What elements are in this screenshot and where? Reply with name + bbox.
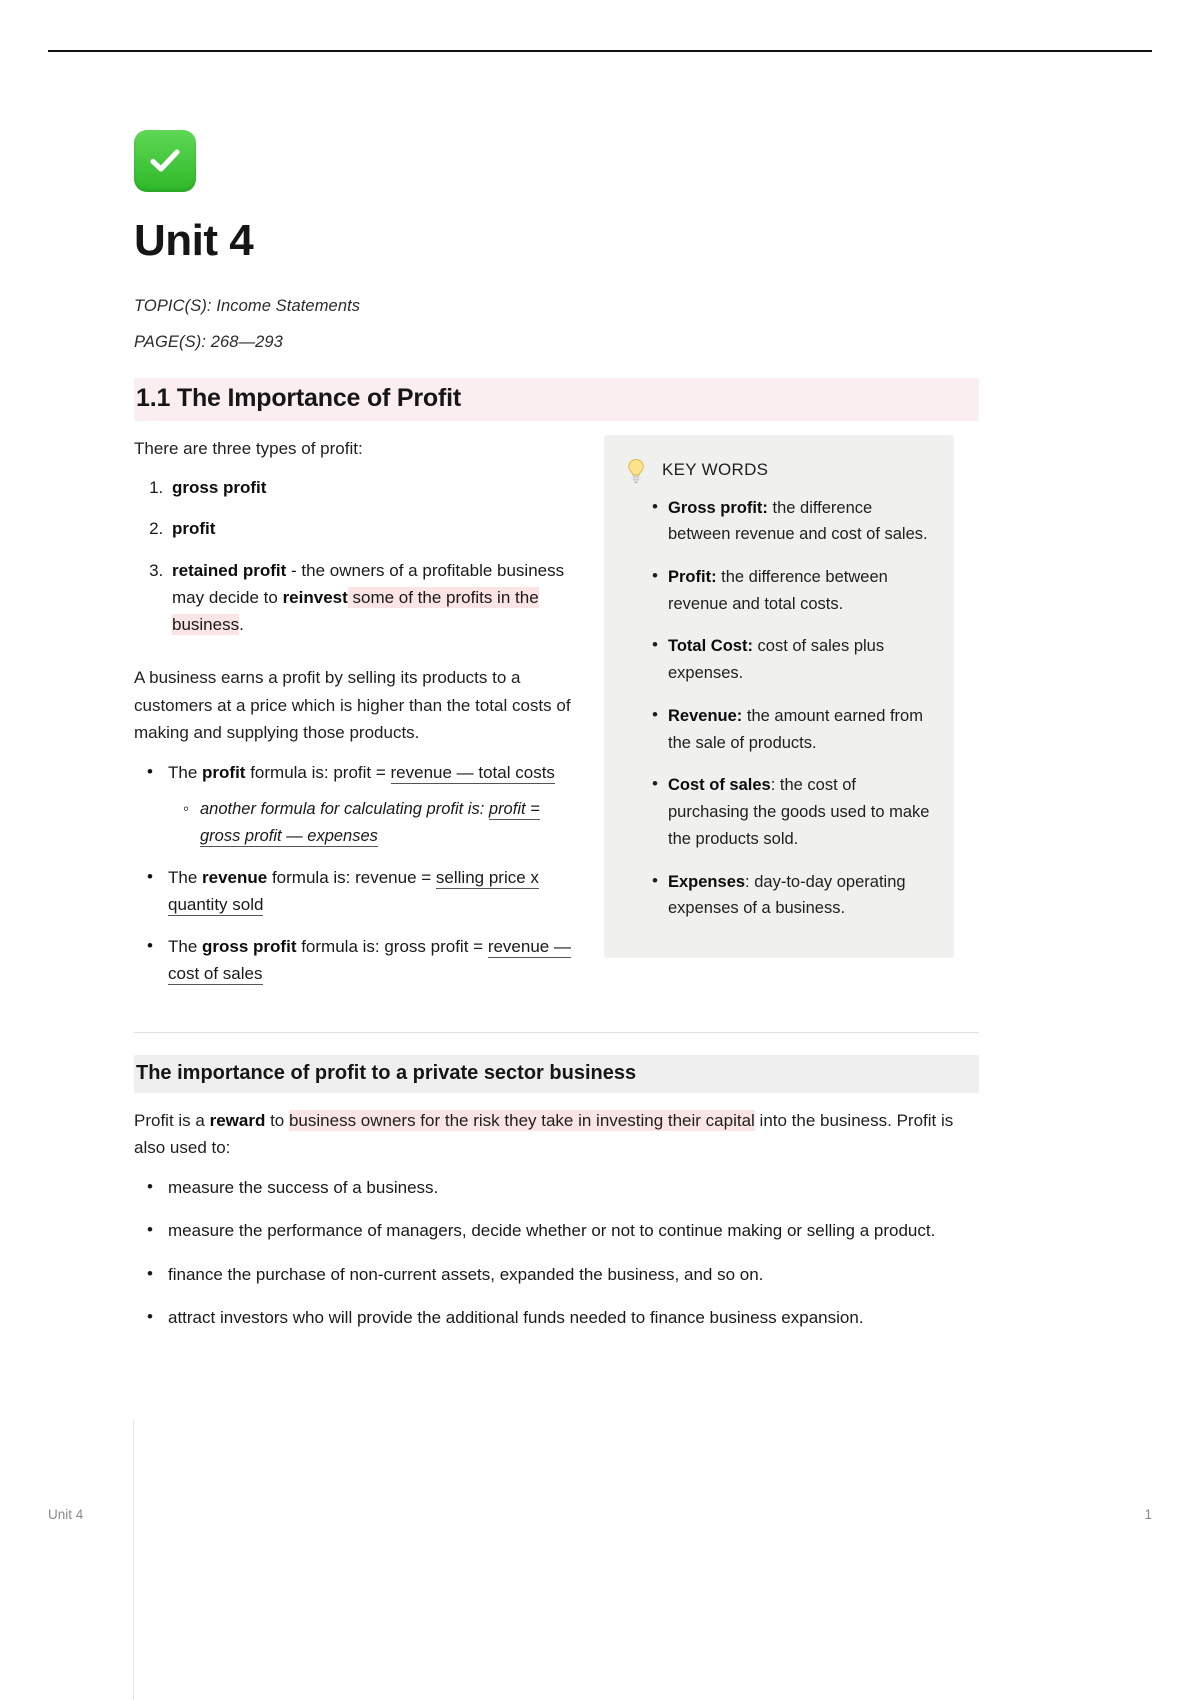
list-item	[668, 703, 930, 756]
list-item	[168, 515, 584, 542]
formula-3-bold: gross profit	[202, 936, 297, 956]
white-check-mark-emoji	[134, 130, 196, 192]
keyword-definition: cost of sales plus expenses.	[668, 637, 885, 683]
list-item	[668, 869, 930, 922]
list-item: • measure the success of a business.	[164, 1174, 979, 1202]
keyword-definition: : day-to-day operating expenses of a business.	[668, 872, 906, 918]
list-item	[168, 557, 584, 639]
pages-line: PAGE(S): 268—293	[134, 332, 283, 351]
page-top-rule	[48, 50, 1152, 52]
list-item: • attract investors who will provide the additional funds needed to finance business expansion.	[164, 1304, 979, 1332]
keyword-term: Gross profit:	[668, 498, 768, 517]
list-item: • measure the performance of managers, decide whether or not to continue making or selling a product.	[164, 1217, 979, 1245]
keyword-definition: the difference between revenue and total costs.	[668, 568, 888, 613]
sub-formula-list	[168, 796, 584, 849]
formula-3-mid: formula is: gross profit =	[296, 936, 488, 956]
lead-bold: reward	[209, 1110, 266, 1130]
light-bulb-icon	[624, 457, 648, 485]
formula-3-expression: revenue — cost of sales	[168, 936, 571, 984]
page-content	[134, 130, 979, 1348]
formula-2-prefix: The	[168, 867, 203, 887]
page-footer	[48, 1507, 1152, 1522]
keyword-term: Profit:	[668, 568, 717, 587]
profit-uses-list	[134, 1174, 979, 1332]
keyword-definition: : the cost of purchasing the goods used to make the products sold.	[668, 776, 930, 848]
right-column	[604, 435, 954, 958]
formula-1-mid: formula is: profit =	[245, 762, 391, 782]
keyword-term: Revenue:	[668, 706, 743, 725]
keyword-definition: the difference between revenue and cost of sales.	[668, 498, 928, 544]
section-divider	[134, 1032, 979, 1033]
list-item	[668, 495, 930, 548]
lead-mid: to	[265, 1110, 289, 1130]
list-item	[668, 772, 930, 852]
list-item	[668, 564, 930, 617]
list-item	[168, 474, 584, 501]
key-words-title: KEY WORDS	[662, 459, 769, 479]
keyword-term: Expenses	[668, 872, 746, 891]
keyword-definition: the amount earned from the sale of products.	[668, 706, 923, 752]
profit-type-3-term: retained profit	[172, 560, 287, 580]
reinvest-highlight: some of the profits in the business	[172, 587, 539, 634]
formula-3-prefix: The	[168, 936, 203, 956]
topics-line: TOPIC(S): Income Statements	[134, 296, 361, 315]
list-item	[200, 796, 584, 849]
profit-types-list	[134, 474, 584, 638]
section-heading-importance: The importance of profit to a private sector business	[134, 1055, 979, 1093]
lead-tail: into the business. Profit is also used to:	[134, 1110, 954, 1158]
formula-2-bold: revenue	[202, 867, 268, 887]
list-item: • finance the purchase of non-current assets, expanded the business, and so on.	[164, 1261, 979, 1289]
formula-1-prefix: The	[168, 762, 203, 782]
formula-2-expression: selling price x quantity sold	[168, 867, 539, 915]
left-margin-rule	[133, 1420, 134, 1700]
sub-formula-text: another formula for calculating profit is:	[200, 800, 489, 819]
reinvest-tail: .	[239, 614, 244, 634]
sub-formula-expression: profit = gross profit — expenses	[200, 800, 540, 845]
keyword-term: Cost of sales	[668, 776, 771, 795]
profit-reward-paragraph	[134, 1107, 979, 1162]
list-item	[668, 633, 930, 686]
two-column-area	[134, 435, 979, 1002]
list-item	[164, 864, 584, 919]
reinvest-bold: reinvest	[282, 587, 348, 607]
lead-highlight: business owners for the risk they take in investing their capital	[288, 1110, 755, 1130]
page-title: Unit 4	[134, 216, 254, 265]
profit-explanation-paragraph: A business earns a profit by selling its products to a customers at a price which is higher than the total costs of making and supplying those products.	[134, 668, 571, 743]
list-item	[164, 759, 584, 850]
keyword-term: Total Cost:	[668, 637, 753, 656]
formula-1-expression: revenue — total costs	[390, 762, 555, 782]
profit-type-1-term: gross profit	[172, 478, 267, 498]
profit-types-intro: There are three types of profit:	[134, 438, 363, 458]
formula-list	[134, 759, 584, 988]
profit-type-3-text: - the owners of a profitable business may decide to	[172, 560, 565, 607]
formula-1-bold: profit	[202, 762, 246, 782]
footer-left-label: Unit 4	[48, 1507, 84, 1522]
key-words-list	[624, 495, 930, 922]
key-words-callout	[604, 435, 954, 958]
key-words-header	[624, 457, 930, 485]
left-column	[134, 435, 604, 1002]
section-heading-1-1: 1.1 The Importance of Profit	[134, 378, 979, 421]
formula-2-mid: formula is: revenue =	[267, 867, 436, 887]
profit-type-2-term: profit	[172, 519, 216, 539]
footer-page-number: 1	[1144, 1507, 1152, 1522]
list-item	[164, 933, 584, 988]
lead-pre: Profit is a	[134, 1110, 210, 1130]
